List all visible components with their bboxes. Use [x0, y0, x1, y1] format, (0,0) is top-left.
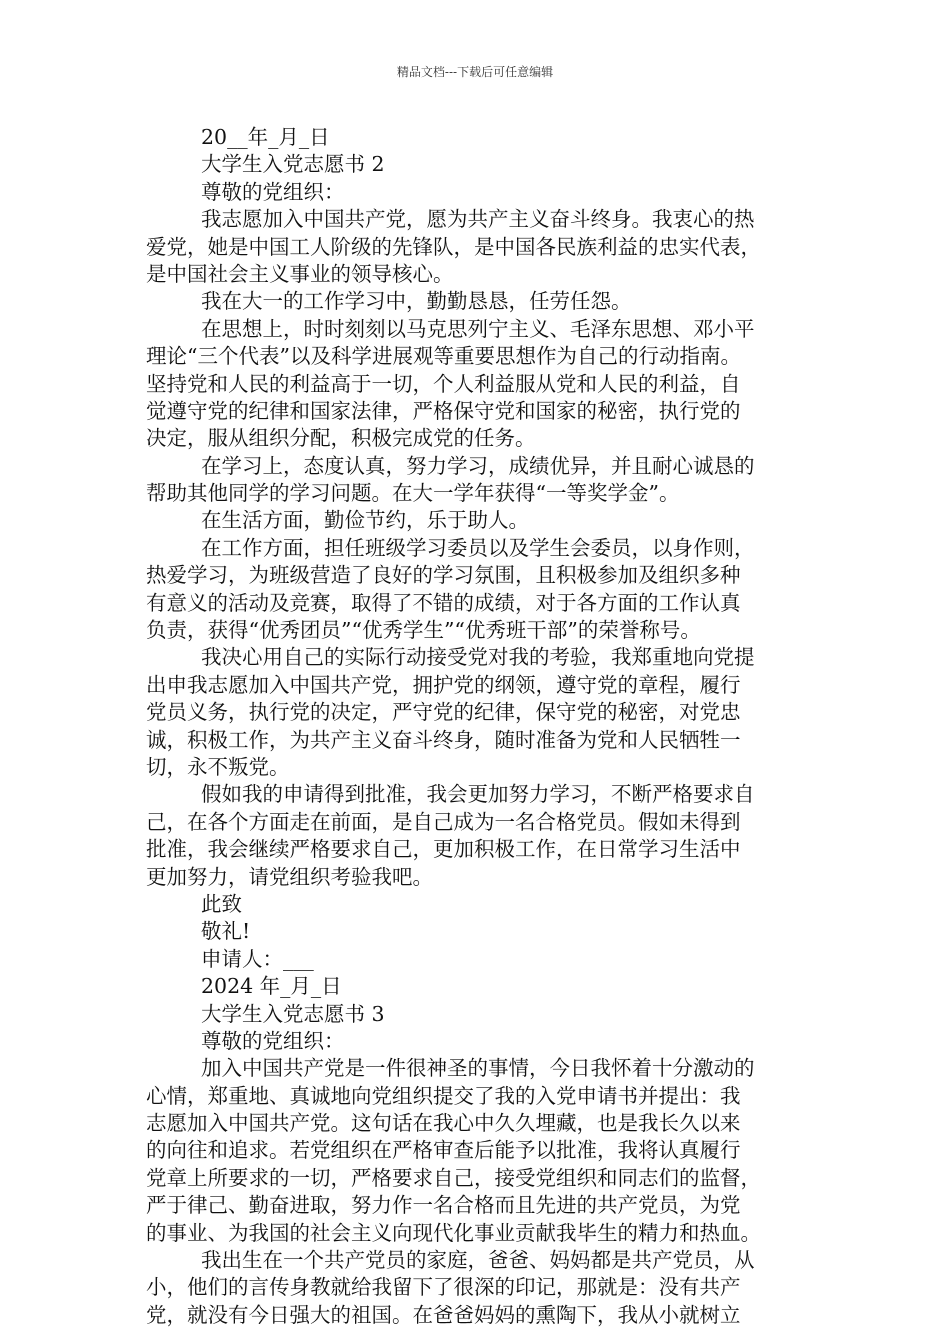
text-line: 我决心用自己的实际行动接受党对我的考验，我郑重地向党提 [201, 645, 755, 670]
text-line: 负责，获得“优秀团员”“优秀学生”“优秀班干部”的荣誉称号。 [146, 618, 701, 643]
text-line: 有意义的活动及竞赛，取得了不错的成绩，对于各方面的工作认真 [146, 590, 741, 615]
text-line: 切，永不叛党。 [146, 754, 290, 779]
text-line: 热爱学习，为班级营造了良好的学习氛围，且积极参加及组织多种 [146, 563, 741, 588]
text-line: 己，在各个方面走在前面，是自己成为一名合格党员。假如未得到 [146, 809, 741, 834]
text-line: 小，他们的言传身教就给我留下了很深的印记，那就是：没有共产 [146, 1275, 741, 1300]
text-line: 在学习上，态度认真，努力学习，成绩优异，并且耐心诚恳的 [201, 453, 755, 478]
text-line: 的事业、为我国的社会主义向现代化事业贡献我毕生的精力和热血。 [146, 1220, 761, 1245]
text-line: 觉遵守党的纪律和国家法律，严格保守党和国家的秘密，执行党的 [146, 398, 741, 423]
text-line: 理论“三个代表”以及科学进展观等重要思想作为自己的行动指南。 [146, 344, 741, 369]
text-line: 尊敬的党组织： [201, 179, 345, 204]
text-line: 大学生入党志愿书 3 [201, 1001, 385, 1026]
text-line: 2024 年_月_日 [201, 974, 342, 999]
text-line: 党章上所要求的一切，严格要求自己，接受党组织和同志们的监督， [146, 1165, 761, 1190]
text-line: 在工作方面，担任班级学习委员以及学生会委员，以身作则， [201, 535, 755, 560]
text-line: 申请人：___ [201, 946, 314, 971]
text-line: 爱党，她是中国工人阶级的先锋队，是中国各民族利益的忠实代表， [146, 234, 761, 259]
text-line: 敬礼! [201, 919, 251, 944]
document-body [146, 124, 810, 1329]
text-line: 尊敬的党组织： [201, 1028, 345, 1053]
text-line: 党，就没有今日强大的祖国。在爸爸妈妈的熏陶下，我从小就树立 [146, 1302, 741, 1327]
text-line: 诚，积极工作，为共产主义奋斗终身，随时准备为党和人民牺牲一 [146, 727, 741, 752]
text-line: 严于律己、勤奋进取，努力作一名合格而且先进的共产党员，为党 [146, 1193, 741, 1218]
text-line: 此致 [201, 891, 242, 916]
text-line: 加入中国共产党是一件很神圣的事情，今日我怀着十分激动的 [201, 1056, 755, 1081]
text-line: 假如我的申请得到批准，我会更加努力学习，不断严格要求自 [201, 782, 755, 807]
text-line: 我志愿加入中国共产党，愿为共产主义奋斗终身。我衷心的热 [201, 207, 755, 232]
text-line: 更加努力，请党组织考验我吧。 [146, 864, 433, 889]
text-line: 坚持党和人民的利益高于一切，个人利益服从党和人民的利益，自 [146, 371, 741, 396]
text-line: 是中国社会主义事业的领导核心。 [146, 261, 454, 286]
text-line: 党员义务，执行党的决定，严守党的纪律，保守党的秘密，对党忠 [146, 700, 741, 725]
page-header: 精品文档---下载后可任意编辑 [396, 65, 554, 79]
text-line: 的向往和追求。若党组织在严格审查后能予以批准，我将认真履行 [146, 1138, 741, 1163]
text-line: 在生活方面，勤俭节约，乐于助人。 [201, 508, 529, 533]
text-line: 在思想上，时时刻刻以马克思列宁主义、毛泽东思想、邓小平 [201, 316, 755, 341]
text-line: 决定，服从组织分配，积极完成党的任务。 [146, 426, 536, 451]
text-line: 出申我志愿加入中国共产党，拥护党的纲领，遵守党的章程，履行 [146, 672, 741, 697]
text-line: 志愿加入中国共产党。这句话在我心中久久埋藏，也是我长久以来 [146, 1111, 741, 1136]
text-line: 我在大一的工作学习中，勤勤恳恳，任劳任怨。 [201, 289, 632, 314]
text-line: 大学生入党志愿书 2 [201, 152, 385, 177]
text-line: 帮助其他同学的学习问题。在大一学年获得“一等奖学金”。 [146, 481, 680, 506]
text-line: 心情，郑重地、真诚地向党组织提交了我的入党申请书并提出：我 [146, 1083, 741, 1108]
text-line: 批准，我会继续严格要求自己，更加积极工作，在日常学习生活中 [146, 837, 741, 862]
text-line: 我出生在一个共产党员的家庭，爸爸、妈妈都是共产党员，从 [201, 1248, 755, 1273]
text-line: 20__年_月_日 [201, 125, 330, 149]
